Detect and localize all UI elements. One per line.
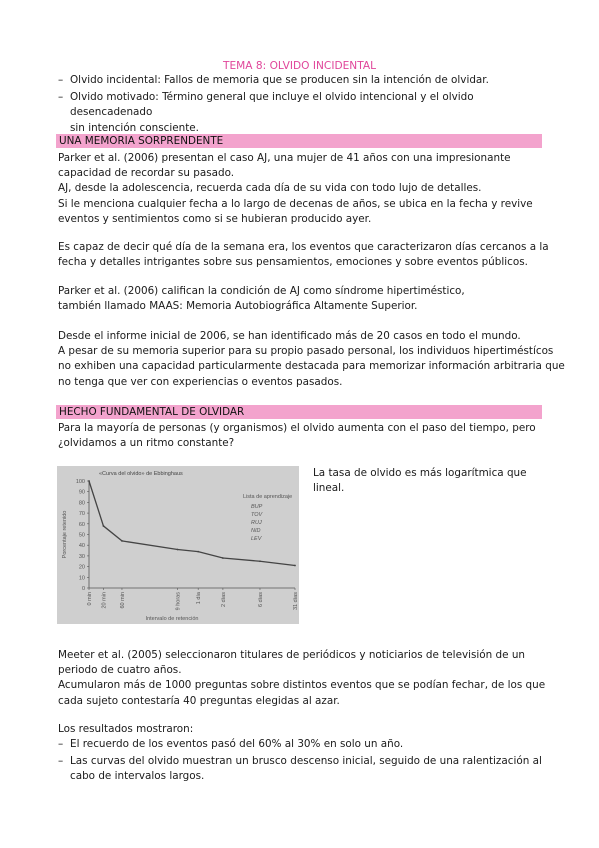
y-tick-label: 90 xyxy=(78,489,85,496)
chart-svg xyxy=(57,466,299,624)
section-heading-label: UNA MEMORIA SORPRENDENTE xyxy=(59,135,224,147)
bullet-text: Olvido incidental: Fallos de memoria que se producen sin la intención de olvidar. xyxy=(70,74,489,86)
dash-icon: – xyxy=(58,74,64,86)
paragraph-informe xyxy=(58,329,565,390)
legend-item: RUJ xyxy=(251,520,262,526)
paragraph-mayoria xyxy=(58,421,548,451)
section-heading-label: HECHO FUNDAMENTAL DE OLVIDAR xyxy=(59,406,245,418)
x-tick-label: 1 día xyxy=(196,592,203,605)
bullet-text: Olvido motivado: Término general que incluye el olvido intencional y el olvido desencadenado xyxy=(70,91,474,119)
text-line: La tasa de olvido es más logarítmica que xyxy=(313,467,527,479)
y-tick-label: 10 xyxy=(78,575,85,582)
paragraph-sindrome xyxy=(58,284,548,314)
paragraph-meeter xyxy=(58,648,548,709)
bullet-text: Las curvas del olvido muestran un brusco descenso inicial, seguido de una ralentización al xyxy=(70,755,542,768)
data-point xyxy=(103,525,105,527)
x-axis-label: Intervalo de retención xyxy=(145,616,199,622)
section-heading-olvidar xyxy=(56,405,542,419)
text-line: Acumularon más de 1000 preguntas sobre distintos eventos que se podían fechar, de los que xyxy=(58,679,546,692)
data-point xyxy=(259,560,261,562)
dash-icon: – xyxy=(58,91,64,104)
text-line: capacidad de recordar su pasado. xyxy=(58,167,235,180)
text-line: cada sujeto contestaría 40 preguntas elegidas al azar. xyxy=(58,694,340,707)
y-tick-label: 60 xyxy=(78,521,85,528)
x-tick-label: 6 días xyxy=(257,592,264,607)
x-tick-label: 0 min xyxy=(87,592,93,606)
bullet-item xyxy=(58,90,548,136)
data-point xyxy=(88,480,90,482)
text-line: Meeter et al. (2005) seleccionaron titulares de periódicos y noticiarios de televisión de un xyxy=(58,649,525,661)
y-axis-label: Porcentaje retenido xyxy=(62,510,68,559)
paragraph-resultados xyxy=(58,722,548,737)
text-line: eventos y sentimientos como si se hubieran producido ayer. xyxy=(58,212,372,225)
bullet-item xyxy=(58,737,548,752)
y-tick-label: 0 xyxy=(81,586,85,592)
text-line: Los resultados mostraron: xyxy=(58,723,194,735)
data-point xyxy=(177,549,179,551)
x-tick-label: 60 min xyxy=(119,592,126,609)
section-heading-memoria xyxy=(56,134,542,148)
text-line: Si le menciona cualquier fecha a lo largo de decenas de años, se ubica en la fecha y revive xyxy=(58,197,533,210)
text-line: fecha y detalles intrigantes sobre sus pensamientos, emociones y sobre eventos públicos. xyxy=(58,256,528,269)
legend-item: LEV xyxy=(251,536,262,542)
x-tick-label: 20 min xyxy=(101,592,108,609)
x-tick-label: 9 horas xyxy=(175,592,182,611)
y-tick-label: 70 xyxy=(78,511,85,518)
x-tick-label: 2 días xyxy=(220,592,227,607)
side-note xyxy=(313,466,543,496)
y-tick-label: 100 xyxy=(75,479,85,485)
paragraph-capacidad xyxy=(58,240,548,270)
dash-icon: – xyxy=(58,738,64,750)
text-line: A pesar de su memoria superior para su propio pasado personal, los individuos hipertiméstícos xyxy=(58,345,554,358)
text-line: Desde el informe inicial de 2006, se han identificado más de 20 casos en todo el mundo. xyxy=(58,330,521,342)
bullet-item xyxy=(58,73,548,88)
ebbinghaus-chart xyxy=(57,466,299,624)
y-tick-label: 80 xyxy=(78,500,85,507)
bullet-item xyxy=(58,754,548,784)
bullet-text: cabo de intervalos largos. xyxy=(70,770,205,783)
dash-icon: – xyxy=(58,755,64,768)
text-line: ¿olvidamos a un ritmo constante? xyxy=(58,437,235,450)
bullet-text: sin intención consciente. xyxy=(70,121,199,134)
y-tick-label: 50 xyxy=(78,532,85,539)
bullet-text: El recuerdo de los eventos pasó del 60% al 30% en solo un año. xyxy=(70,738,404,750)
paragraph-parker xyxy=(58,151,548,227)
text-line: lineal. xyxy=(313,482,345,495)
data-point xyxy=(294,565,296,567)
text-line: AJ, desde la adolescencia, recuerda cada día de su vida con todo lujo de detalles. xyxy=(58,182,482,195)
y-tick-label: 20 xyxy=(78,564,85,571)
text-line: Para la mayoría de personas (y organismos) el olvido aumenta con el paso del tiempo, pero xyxy=(58,422,536,434)
legend-item: NID xyxy=(251,528,261,534)
legend-item: TOV xyxy=(251,512,263,518)
chart-title: «Curva del olvido» de Ebbinghaus xyxy=(99,471,183,477)
text-line: Parker et al. (2006) presentan el caso AJ, una mujer de 41 años con una impresionante xyxy=(58,152,511,164)
text-line: Es capaz de decir qué día de la semana era, los eventos que caracterizaron días cercanos a la xyxy=(58,241,549,253)
y-tick-label: 40 xyxy=(78,543,85,550)
text-line: Parker et al. (2006) califican la condición de AJ como síndrome hipertiméstico, xyxy=(58,285,465,297)
data-point xyxy=(222,557,224,559)
text-line: no tenga que ver con experiencias o eventos pasados. xyxy=(58,375,343,388)
data-point xyxy=(121,540,123,542)
x-tick-label: 31 días xyxy=(293,592,299,611)
legend-title: Lista de aprendizaje xyxy=(243,494,293,500)
text-line: no exhiben una capacidad particularmente destacada para memorizar información arbitraria que xyxy=(58,360,565,373)
text-line: también llamado MAAS: Memoria Autobiográfica Altamente Superior. xyxy=(58,300,418,313)
text-line: periodo de cuatro años. xyxy=(58,664,182,677)
y-tick-label: 30 xyxy=(78,553,85,560)
data-point xyxy=(197,551,199,553)
page-title: TEMA 8: OLVIDO INCIDENTAL xyxy=(222,60,377,72)
legend-item: BUP xyxy=(251,504,263,510)
